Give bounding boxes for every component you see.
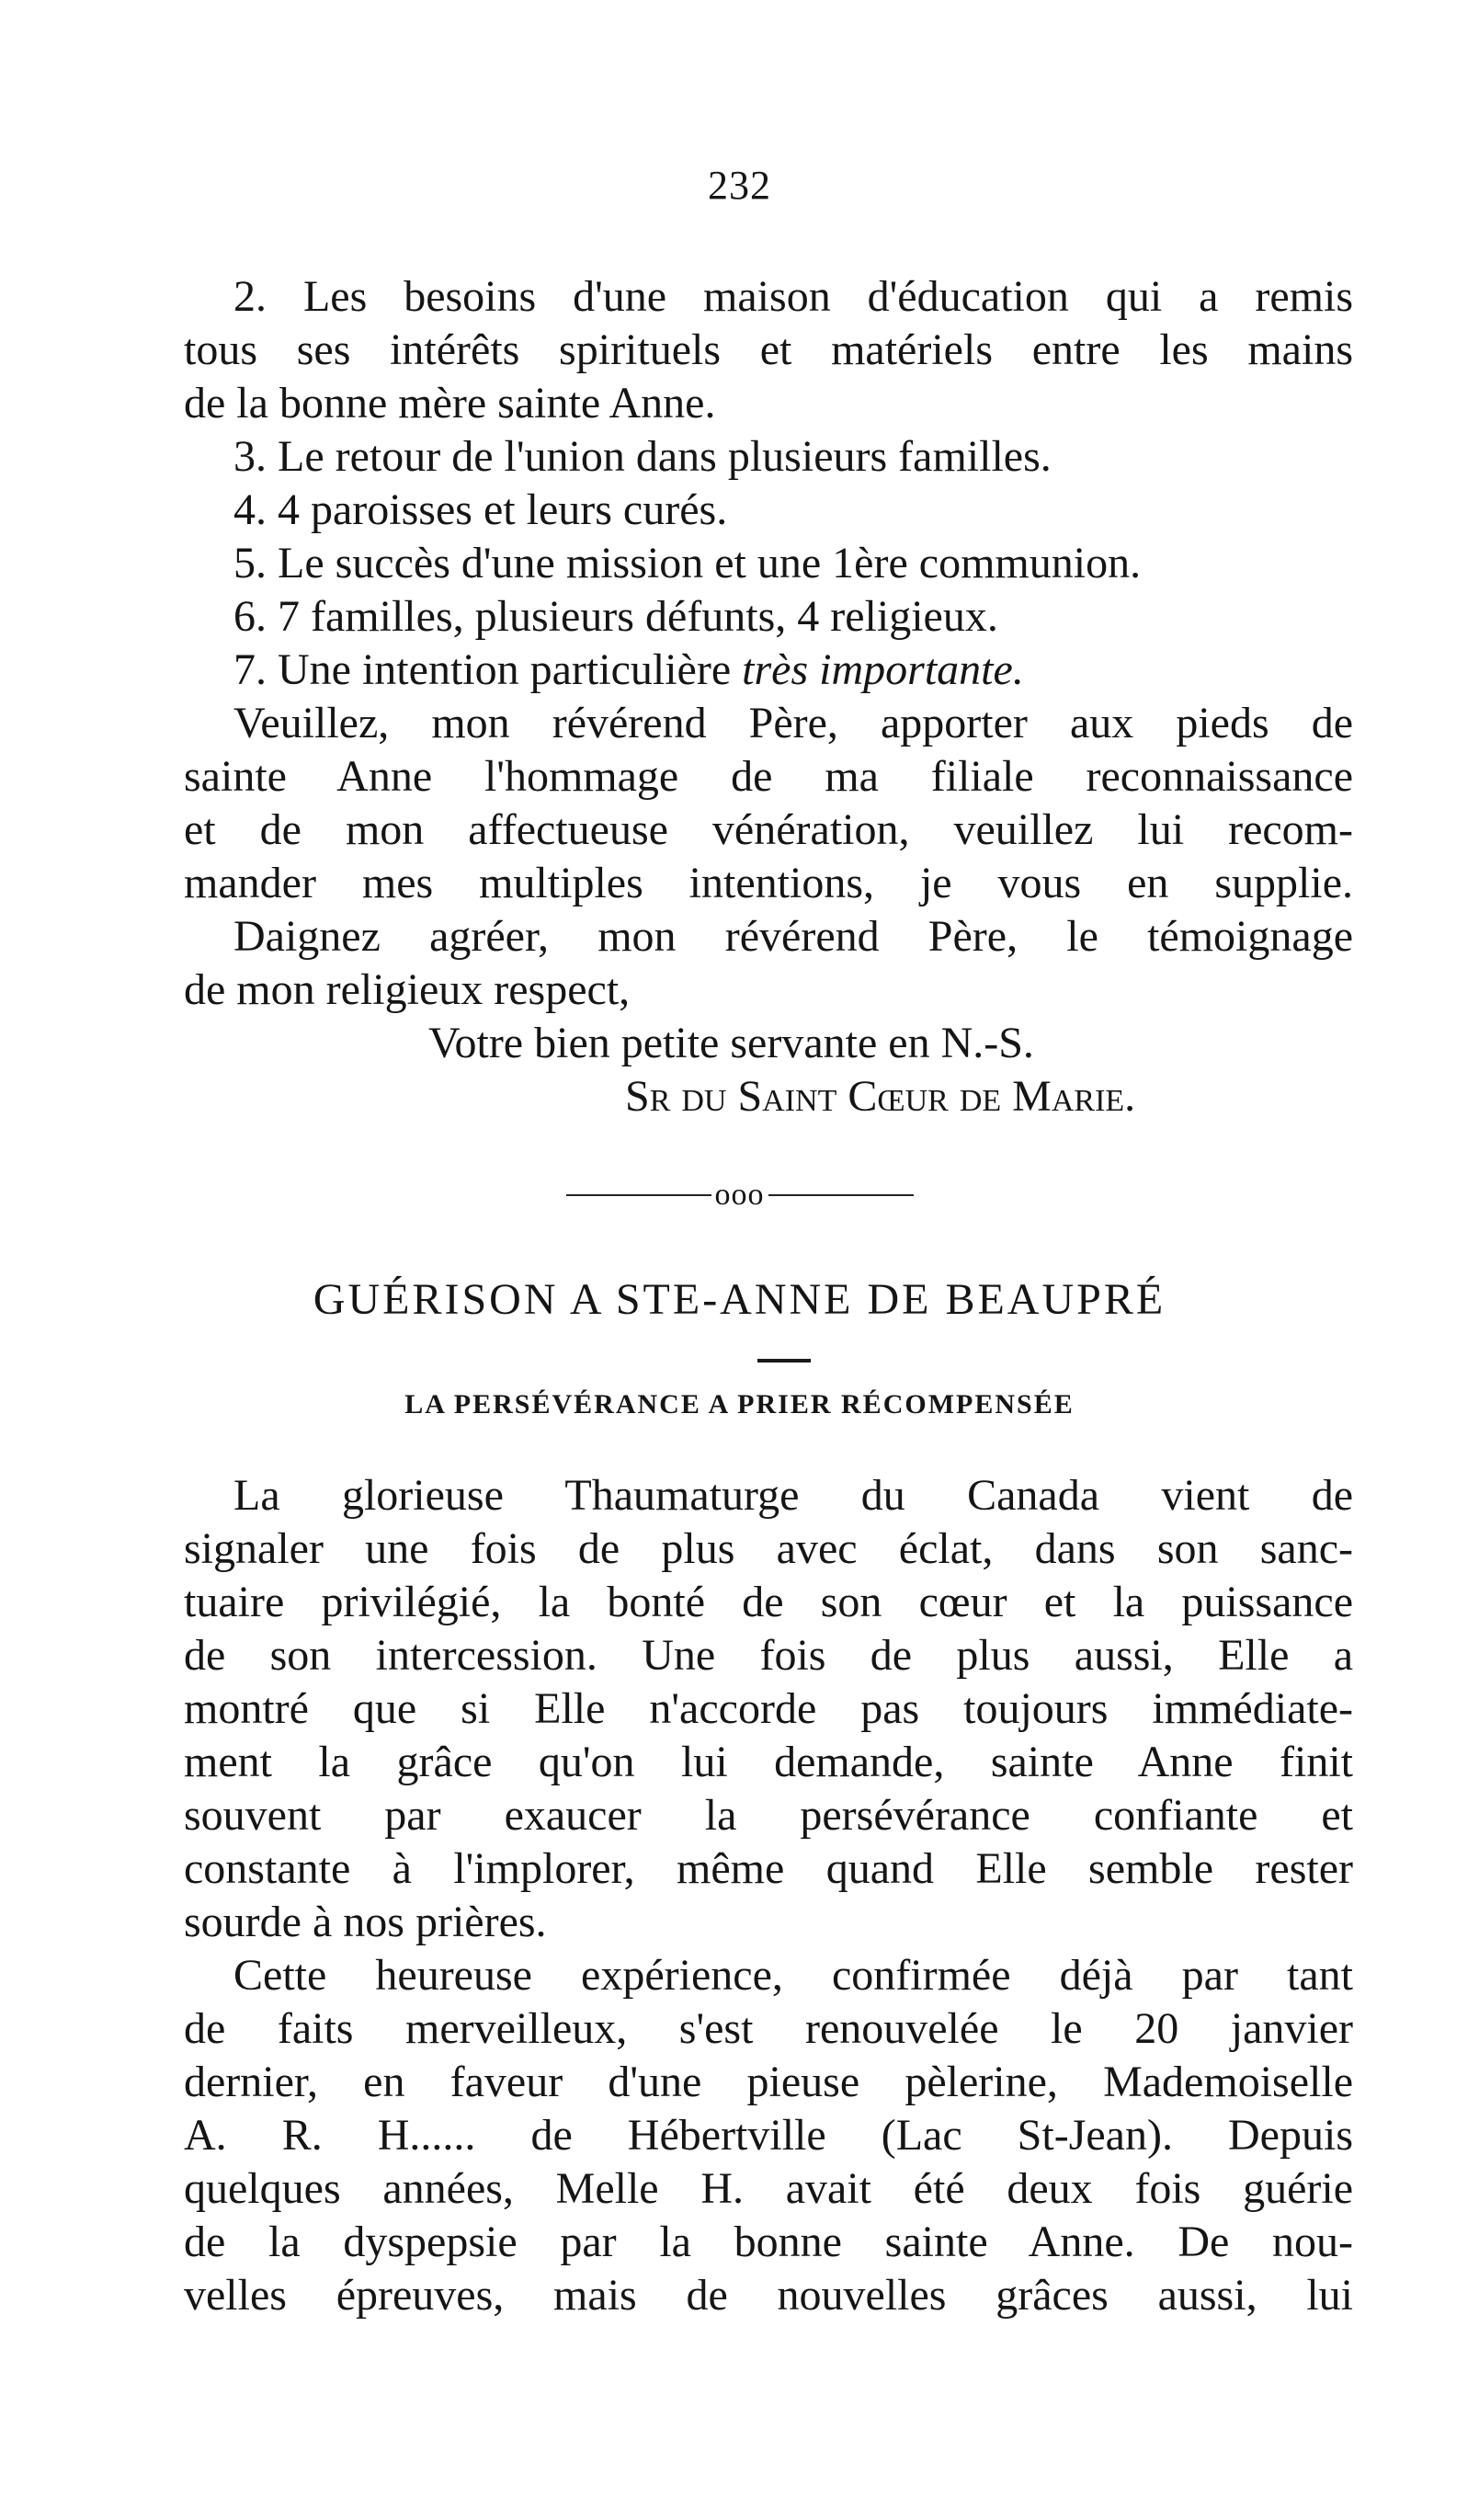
list-item-7-text: 7. Une intention particulière — [233, 645, 743, 694]
paragraph-line: quelques années, Melle H. avait été deux fois guérie — [184, 2164, 1353, 2213]
list-item-2: 2. Les besoins d'une maison d'éducation qui a remis — [233, 272, 1353, 321]
paragraph-line: Daignez agréer, mon révérend Père, le témoignage — [233, 912, 1353, 961]
separator-rule-left — [566, 1194, 711, 1196]
paragraph-line: velles épreuves, mais de nouvelles grâces aussi, lui — [184, 2271, 1353, 2320]
paragraph-line: dernier, en faveur d'une pieuse pèlerine, Mademoiselle — [184, 2058, 1353, 2106]
list-item-6: 6. 7 familles, plusieurs défunts, 4 religieux. — [233, 592, 998, 641]
title-rule — [757, 1359, 811, 1363]
separator-rule-right — [768, 1194, 914, 1196]
paragraph-line: signaler une fois de plus avec éclat, dans son sanc- — [184, 1524, 1353, 1573]
paragraph-line: de son intercession. Une fois de plus aussi, Elle a — [184, 1631, 1353, 1680]
paragraph-line: Veuillez, mon révérend Père, apporter aux pieds de — [233, 699, 1353, 747]
text-line: tous ses intérêts spirituels et matériels entre les mains — [184, 325, 1353, 374]
article-body — [184, 1469, 1353, 2322]
section-separator — [0, 1175, 1479, 1214]
paragraph-line: de faits merveilleux, s'est renouvelée le 20 janvier — [184, 2004, 1353, 2053]
paragraph-line: de la dyspepsie par la bonne sainte Anne. De nou- — [184, 2218, 1353, 2266]
list-item-7-emphasis: très importante. — [742, 645, 1024, 694]
article-title: GUÉRISON A STE-ANNE DE BEAUPRÉ — [313, 1275, 1166, 1324]
paragraph-line: La glorieuse Thaumaturge du Canada vient de — [233, 1471, 1353, 1520]
paragraph-line: Cette heureuse expérience, confirmée déjà par tant — [233, 1951, 1353, 2000]
article-subtitle: LA PERSÉVÉRANCE A PRIER RÉCOMPENSÉE — [404, 1389, 1075, 1420]
list-item-5: 5. Le succès d'une mission et une 1ère communion. — [233, 539, 1142, 587]
paragraph-line: souvent par exaucer la persévérance confiante et — [184, 1791, 1353, 1840]
paragraph-line: tuaire privilégié, la bonté de son cœur et la puissance — [184, 1578, 1353, 1626]
paragraph-line: A. R. H...... de Hébertville (Lac St-Jean). Depuis — [184, 2111, 1353, 2160]
paragraph-line: sainte Anne l'hommage de ma filiale reconnaissance — [184, 752, 1353, 801]
paragraph-line: de mon religieux respect, — [184, 965, 631, 1014]
paragraph-line: constante à l'implorer, même quand Elle semble rester — [184, 1844, 1353, 1893]
list-item-4: 4. 4 paroisses et leurs curés. — [233, 485, 728, 534]
paragraph-line: mander mes multiples intentions, je vous en supplie. — [184, 859, 1353, 907]
list-item-7 — [184, 644, 1353, 697]
separator-ornament: ooo — [714, 1178, 765, 1213]
paragraph-line: sourde à nos prières. — [184, 1898, 547, 1946]
signature-closing: Votre bien petite servante en N.-S. — [428, 1019, 1034, 1067]
page-number: 232 — [708, 163, 771, 208]
paragraph-line: ment la grâce qu'on lui demande, sainte Anne finit — [184, 1738, 1353, 1786]
paragraph-line: montré que si Elle n'accorde pas toujours immédiate- — [184, 1684, 1353, 1733]
letter-continuation — [184, 270, 1353, 1123]
paragraph-line: et de mon affectueuse vénération, veuillez lui recom- — [184, 805, 1353, 854]
text-line: de la bonne mère sainte Anne. — [184, 379, 716, 428]
signature-name: Sr du Saint Cœur de Marie. — [625, 1072, 1136, 1121]
list-item-3: 3. Le retour de l'union dans plusieurs familles. — [233, 432, 1052, 481]
